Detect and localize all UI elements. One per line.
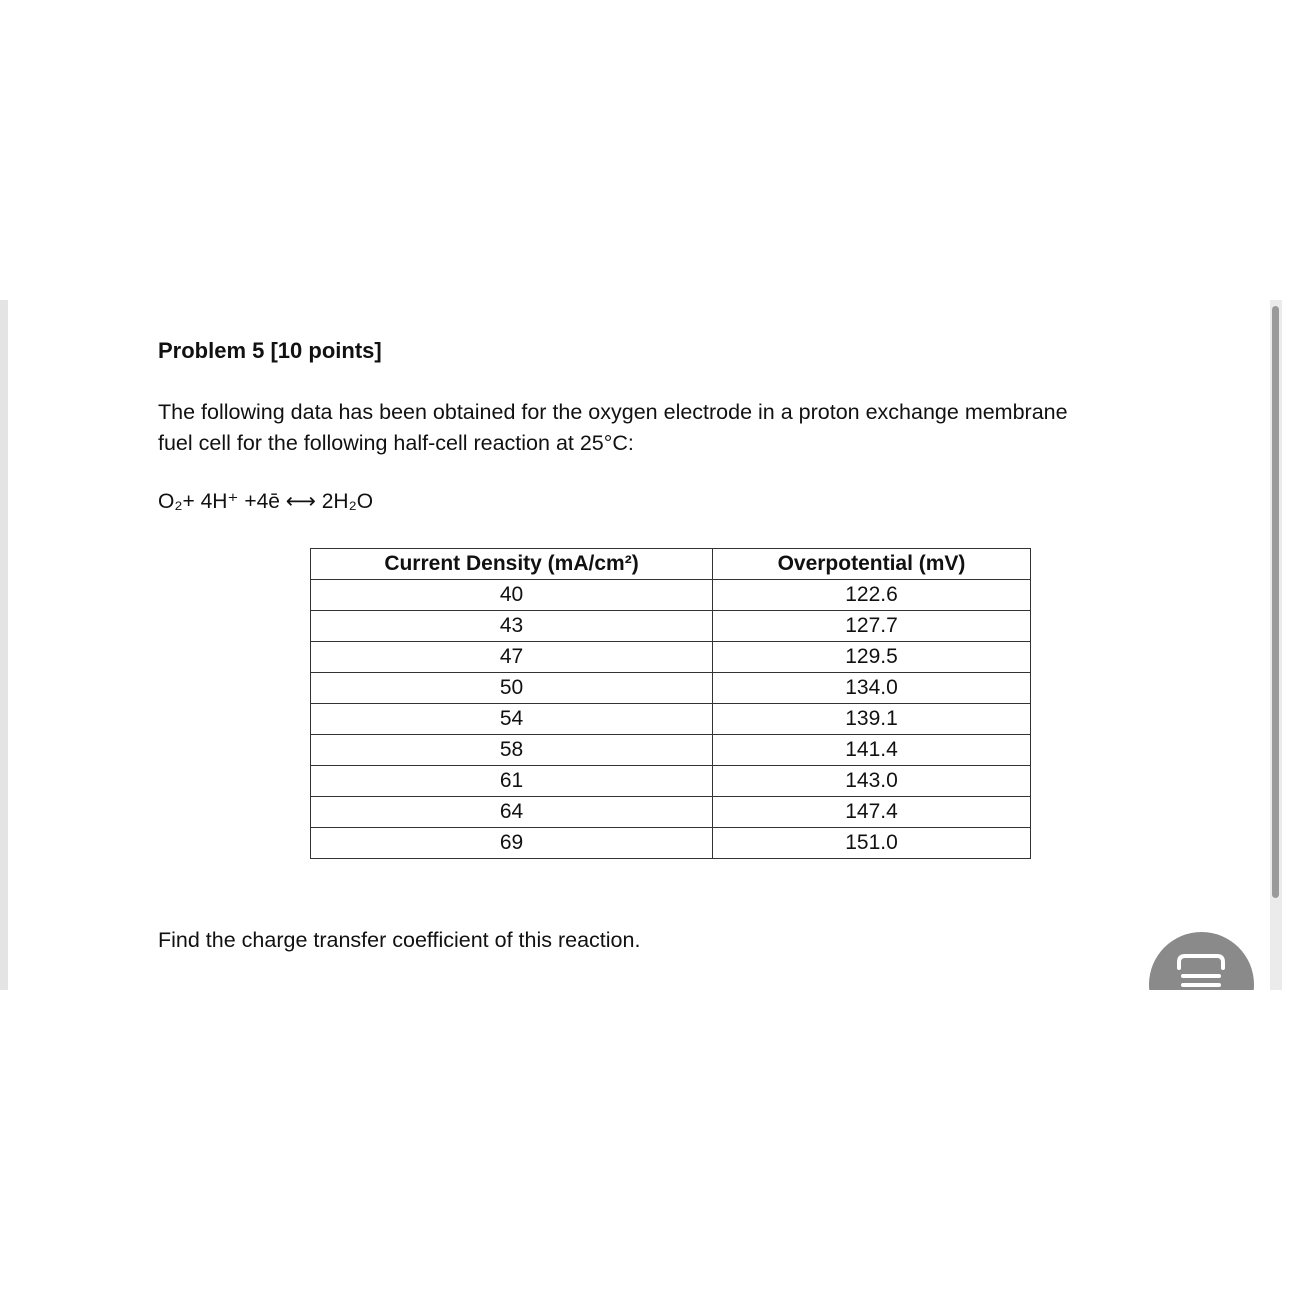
current-density-cell: 64 [311, 797, 713, 828]
table-row [311, 766, 1031, 797]
table-row [311, 611, 1031, 642]
table-header-row [311, 549, 1031, 580]
overpotential-cell: 141.4 [713, 735, 1031, 766]
intro-line-2: fuel cell for the following half-cell reaction at 25°C: [158, 431, 634, 455]
current-density-cell: 43 [311, 611, 713, 642]
header-overpotential: Overpotential (mV) [713, 549, 1031, 580]
table-row [311, 580, 1031, 611]
current-density-cell: 47 [311, 642, 713, 673]
table-row [311, 704, 1031, 735]
current-density-cell: 54 [311, 704, 713, 735]
table-row [311, 828, 1031, 859]
table-row [311, 797, 1031, 828]
problem-intro [158, 397, 1148, 459]
overpotential-cell: 122.6 [713, 580, 1031, 611]
current-density-cell: 58 [311, 735, 713, 766]
question-text: Find the charge transfer coefficient of this reaction. [158, 928, 641, 952]
half-cell-reaction: O₂+ 4H⁺ +4ē ⟷ 2H₂O [158, 490, 374, 513]
table-row [311, 735, 1031, 766]
overpotential-cell: 139.1 [713, 704, 1031, 735]
text-scan-icon [1173, 950, 1229, 990]
header-current-density: Current Density (mA/cm²) [311, 549, 713, 580]
problem-title: Problem 5 [10 points] [158, 338, 382, 363]
table-row [311, 673, 1031, 704]
overpotential-cell: 147.4 [713, 797, 1031, 828]
overpotential-cell: 127.7 [713, 611, 1031, 642]
page-left-edge [0, 300, 8, 990]
current-density-cell: 50 [311, 673, 713, 704]
overpotential-cell: 151.0 [713, 828, 1031, 859]
current-density-cell: 69 [311, 828, 713, 859]
overpotential-cell: 143.0 [713, 766, 1031, 797]
text-scan-button[interactable] [1149, 932, 1254, 990]
scrollbar-thumb[interactable] [1272, 306, 1279, 898]
overpotential-cell: 129.5 [713, 642, 1031, 673]
current-density-cell: 61 [311, 766, 713, 797]
current-density-cell: 40 [311, 580, 713, 611]
document-page [0, 300, 1290, 990]
intro-line-1: The following data has been obtained for the oxygen electrode in a proton exchange membrane [158, 400, 1068, 424]
data-table [310, 548, 1031, 859]
overpotential-cell: 134.0 [713, 673, 1031, 704]
table-row [311, 642, 1031, 673]
